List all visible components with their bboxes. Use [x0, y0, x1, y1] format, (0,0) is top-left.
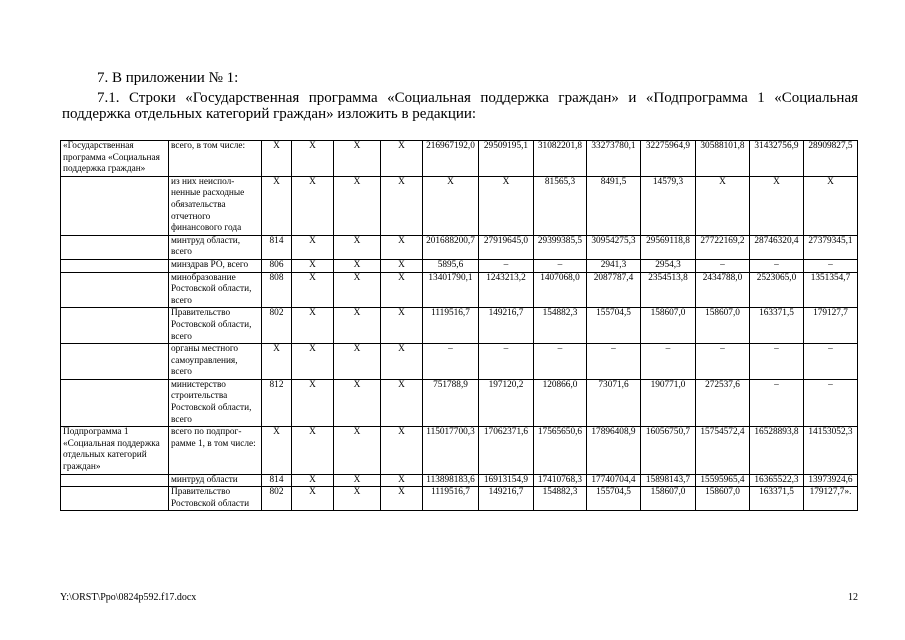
row-label-cell: всего, в том числе:: [169, 141, 262, 177]
value-cell: 201688200,7: [423, 235, 479, 259]
table-row: [61, 308, 858, 344]
value-cell: 808: [262, 272, 292, 308]
value-cell: 2941,3: [587, 259, 641, 272]
value-cell: 2087787,4: [587, 272, 641, 308]
value-cell: 5895,6: [423, 259, 479, 272]
value-cell: 15754572,4: [696, 427, 750, 474]
value-cell: –: [534, 259, 587, 272]
value-cell: 15898143,7: [641, 474, 696, 487]
value-cell: 1351354,7: [804, 272, 858, 308]
value-cell: X: [696, 176, 750, 235]
table-row: [61, 272, 858, 308]
value-cell: X: [292, 427, 334, 474]
group-name-cell: Подпрограмма 1 «Социальная поддержка отдельных категорий граждан»: [61, 427, 169, 474]
value-cell: 812: [262, 379, 292, 426]
value-cell: 197120,2: [479, 379, 534, 426]
value-cell: X: [292, 308, 334, 344]
value-cell: 13973924,6: [804, 474, 858, 487]
value-cell: 149216,7: [479, 487, 534, 511]
value-cell: X: [381, 308, 423, 344]
value-cell: 31432756,9: [750, 141, 804, 177]
value-cell: 2354513,8: [641, 272, 696, 308]
value-cell: X: [381, 344, 423, 380]
page-number: 12: [848, 592, 858, 603]
value-cell: X: [292, 474, 334, 487]
value-cell: –: [750, 379, 804, 426]
value-cell: 73071,6: [587, 379, 641, 426]
value-cell: X: [292, 235, 334, 259]
value-cell: X: [292, 344, 334, 380]
value-cell: –: [804, 259, 858, 272]
value-cell: –: [587, 344, 641, 380]
row-label-cell: Правительство Ростовской области: [169, 487, 262, 511]
value-cell: X: [334, 344, 381, 380]
value-cell: 158607,0: [641, 308, 696, 344]
row-label-cell: из них неиспол-ненные расходные обязательства отчетного финансового года: [169, 176, 262, 235]
value-cell: 120866,0: [534, 379, 587, 426]
value-cell: 30588101,8: [696, 141, 750, 177]
row-label-cell: минздрав РО, всего: [169, 259, 262, 272]
value-cell: 814: [262, 235, 292, 259]
value-cell: 27919645,0: [479, 235, 534, 259]
value-cell: 28909827,5: [804, 141, 858, 177]
value-cell: 33273780,1: [587, 141, 641, 177]
value-cell: 2434788,0: [696, 272, 750, 308]
value-cell: X: [334, 487, 381, 511]
value-cell: 1243213,2: [479, 272, 534, 308]
value-cell: 216967192,0: [423, 141, 479, 177]
file-path: Y:\ORST\Ppo\0824p592.f17.docx: [60, 592, 197, 603]
section-heading: 7. В приложении № 1:: [97, 70, 239, 86]
value-cell: X: [262, 141, 292, 177]
value-cell: X: [262, 344, 292, 380]
value-cell: 163371,5: [750, 487, 804, 511]
table-row: [61, 379, 858, 426]
value-cell: 158607,0: [696, 487, 750, 511]
group-continuation-cell: [61, 344, 169, 380]
value-cell: 15595965,4: [696, 474, 750, 487]
row-label-cell: минобразование Ростовской области, всего: [169, 272, 262, 308]
value-cell: X: [381, 259, 423, 272]
value-cell: 29509195,1: [479, 141, 534, 177]
table-row: [61, 427, 858, 474]
value-cell: X: [381, 235, 423, 259]
value-cell: X: [262, 176, 292, 235]
value-cell: 81565,3: [534, 176, 587, 235]
row-label-cell: органы местного самоуправления, всего: [169, 344, 262, 380]
value-cell: 806: [262, 259, 292, 272]
value-cell: 17410768,3: [534, 474, 587, 487]
value-cell: 16913154,9: [479, 474, 534, 487]
value-cell: 1119516,7: [423, 308, 479, 344]
value-cell: 155704,5: [587, 487, 641, 511]
value-cell: 16528893,8: [750, 427, 804, 474]
value-cell: 163371,5: [750, 308, 804, 344]
value-cell: X: [423, 176, 479, 235]
table-row: [61, 141, 858, 177]
row-label-cell: минтруд области, всего: [169, 235, 262, 259]
value-cell: X: [292, 141, 334, 177]
value-cell: X: [334, 259, 381, 272]
value-cell: X: [292, 259, 334, 272]
table-row: [61, 259, 858, 272]
value-cell: –: [696, 259, 750, 272]
value-cell: –: [696, 344, 750, 380]
group-continuation-cell: [61, 474, 169, 487]
value-cell: 27379345,1: [804, 235, 858, 259]
value-cell: 29399385,5: [534, 235, 587, 259]
value-cell: 16365522,3: [750, 474, 804, 487]
group-continuation-cell: [61, 379, 169, 426]
value-cell: X: [804, 176, 858, 235]
value-cell: 1407068,0: [534, 272, 587, 308]
value-cell: X: [381, 379, 423, 426]
table-row: [61, 176, 858, 235]
value-cell: X: [262, 427, 292, 474]
value-cell: 115017700,3: [423, 427, 479, 474]
value-cell: X: [479, 176, 534, 235]
value-cell: 8491,5: [587, 176, 641, 235]
value-cell: X: [334, 141, 381, 177]
value-cell: X: [334, 176, 381, 235]
value-cell: 149216,7: [479, 308, 534, 344]
value-cell: 29569118,8: [641, 235, 696, 259]
value-cell: 30954275,3: [587, 235, 641, 259]
value-cell: X: [334, 235, 381, 259]
value-cell: 158607,0: [696, 308, 750, 344]
value-cell: 2954,3: [641, 259, 696, 272]
section-paragraph: 7.1. Строки «Государственная программа «Социальная поддержка граждан» и «Подпрограмма 1 «Социальная поддержка отдельных категорий граждан» изложить в редакции:: [62, 90, 858, 122]
value-cell: –: [750, 259, 804, 272]
value-cell: X: [292, 272, 334, 308]
value-cell: 190771,0: [641, 379, 696, 426]
row-label-cell: Правительство Ростовской области, всего: [169, 308, 262, 344]
value-cell: –: [479, 344, 534, 380]
value-cell: 17565650,6: [534, 427, 587, 474]
value-cell: 32275964,9: [641, 141, 696, 177]
value-cell: X: [334, 379, 381, 426]
value-cell: 155704,5: [587, 308, 641, 344]
value-cell: –: [534, 344, 587, 380]
value-cell: 802: [262, 308, 292, 344]
value-cell: 17896408,9: [587, 427, 641, 474]
row-label-cell: министерство строительства Ростовской области, всего: [169, 379, 262, 426]
table-row: [61, 474, 858, 487]
group-continuation-cell: [61, 235, 169, 259]
value-cell: X: [381, 141, 423, 177]
value-cell: X: [381, 427, 423, 474]
value-cell: –: [804, 379, 858, 426]
value-cell: 31082201,8: [534, 141, 587, 177]
value-cell: X: [381, 487, 423, 511]
value-cell: 272537,6: [696, 379, 750, 426]
value-cell: X: [334, 474, 381, 487]
value-cell: X: [381, 176, 423, 235]
value-cell: 802: [262, 487, 292, 511]
value-cell: X: [334, 308, 381, 344]
value-cell: 113898183,6: [423, 474, 479, 487]
value-cell: –: [423, 344, 479, 380]
value-cell: 751788,9: [423, 379, 479, 426]
row-label-cell: всего по подпрог-рамме 1, в том числе:: [169, 427, 262, 474]
value-cell: X: [334, 272, 381, 308]
value-cell: X: [292, 176, 334, 235]
value-cell: 154882,3: [534, 308, 587, 344]
table-row: [61, 344, 858, 380]
value-cell: X: [381, 474, 423, 487]
value-cell: 158607,0: [641, 487, 696, 511]
group-continuation-cell: [61, 487, 169, 511]
value-cell: –: [641, 344, 696, 380]
value-cell: 14579,3: [641, 176, 696, 235]
value-cell: 13401790,1: [423, 272, 479, 308]
value-cell: 179127,7».: [804, 487, 858, 511]
value-cell: 28746320,4: [750, 235, 804, 259]
value-cell: X: [334, 427, 381, 474]
value-cell: 16056750,7: [641, 427, 696, 474]
value-cell: X: [292, 487, 334, 511]
value-cell: 27722169,2: [696, 235, 750, 259]
group-name-cell: «Государственная программа «Социальная поддержка граждан»: [61, 141, 169, 177]
value-cell: 154882,3: [534, 487, 587, 511]
value-cell: –: [479, 259, 534, 272]
value-cell: 179127,7: [804, 308, 858, 344]
value-cell: X: [750, 176, 804, 235]
value-cell: 17740704,4: [587, 474, 641, 487]
group-continuation-cell: [61, 272, 169, 308]
table-row: [61, 487, 858, 511]
value-cell: X: [381, 272, 423, 308]
value-cell: 17062371,6: [479, 427, 534, 474]
value-cell: X: [292, 379, 334, 426]
value-cell: 814: [262, 474, 292, 487]
value-cell: 1119516,7: [423, 487, 479, 511]
group-continuation-cell: [61, 176, 169, 235]
table-row: [61, 235, 858, 259]
value-cell: –: [804, 344, 858, 380]
row-label-cell: минтруд области: [169, 474, 262, 487]
value-cell: 14153052,3: [804, 427, 858, 474]
value-cell: 2523065,0: [750, 272, 804, 308]
group-continuation-cell: [61, 259, 169, 272]
program-table: [60, 140, 858, 511]
group-continuation-cell: [61, 308, 169, 344]
value-cell: –: [750, 344, 804, 380]
